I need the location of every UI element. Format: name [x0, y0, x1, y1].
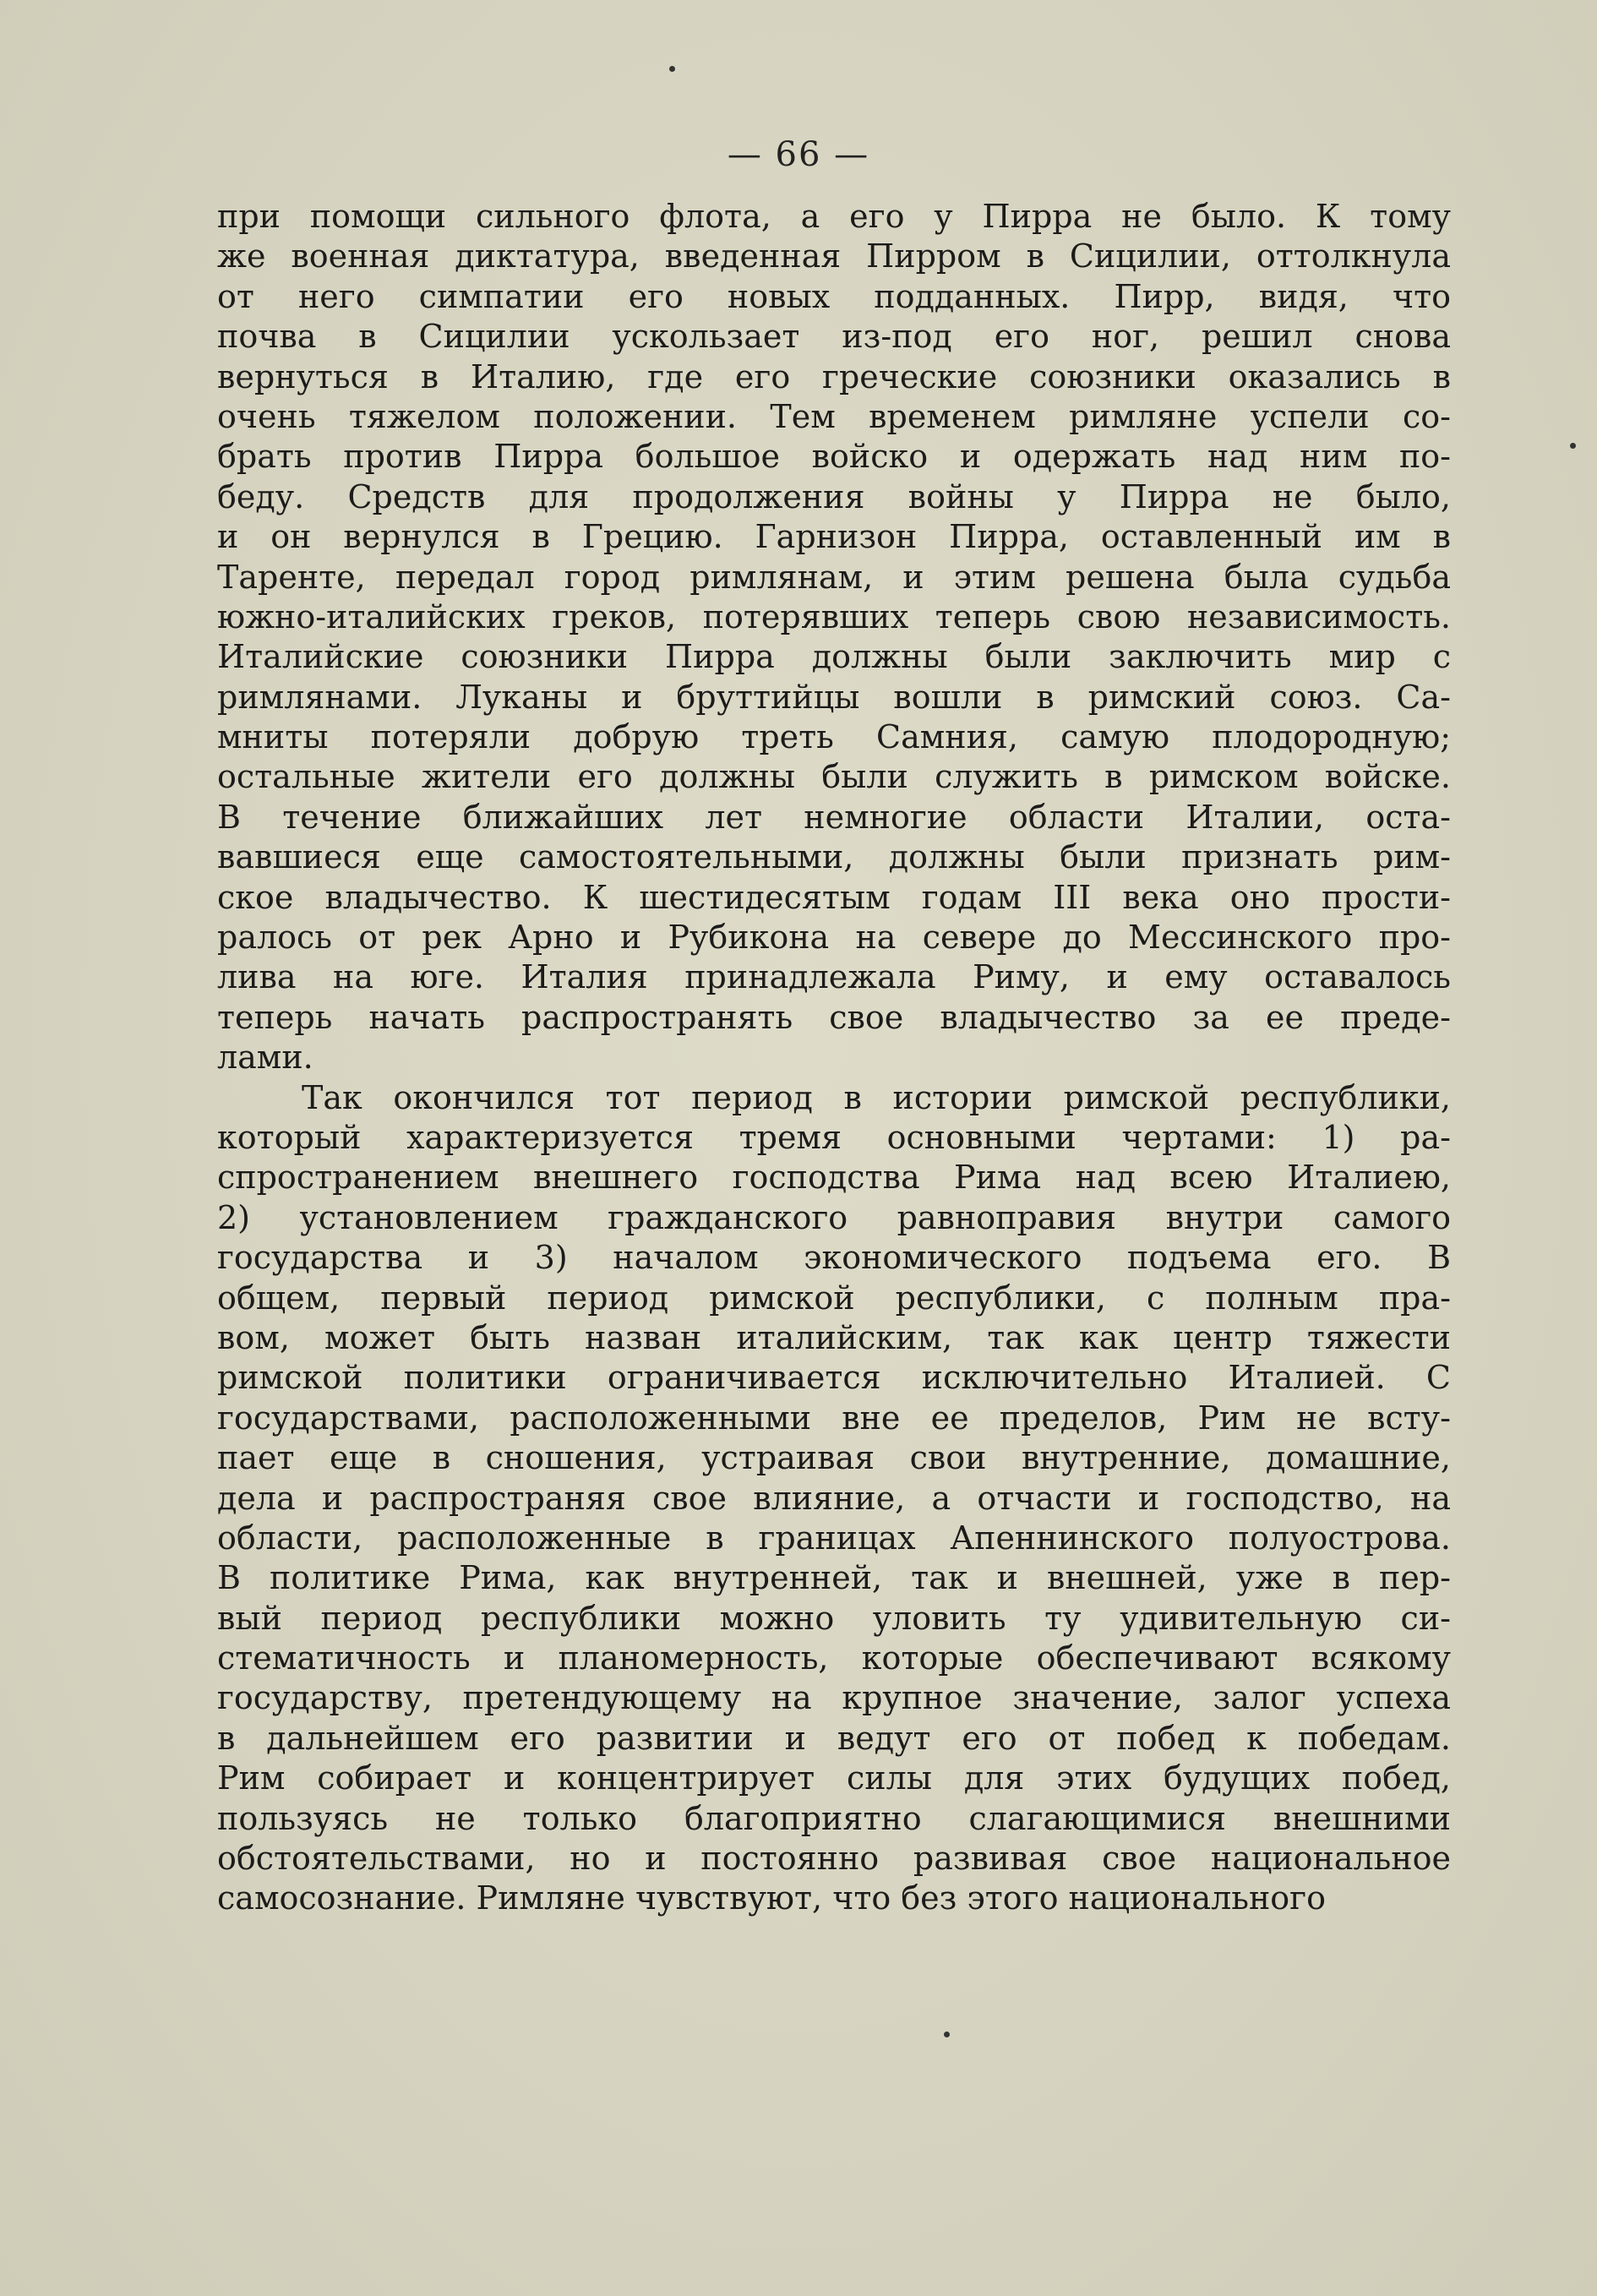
text-line: римской политики ограничивается исключительно Италией. С — [217, 1359, 1451, 1397]
text-line: спространением внешнего господства Рима над всею Италиею, — [217, 1159, 1451, 1197]
text-line: теперь начать распространять свое владычество за ее преде- — [217, 998, 1451, 1036]
text-line: римлянами. Луканы и бруттийцы вошли в римский союз. Са- — [217, 678, 1451, 716]
text-line: при помощи сильного флота, а его у Пирра не было. К тому — [217, 198, 1451, 235]
print-speck — [1570, 443, 1576, 449]
text-line: общем, первый период римской республики, с полным пра- — [217, 1279, 1451, 1317]
text-line: лами. — [217, 1039, 313, 1077]
text-line: который характеризуется тремя основными чертами: 1) ра- — [217, 1118, 1451, 1156]
text-line: брать против Пирра большое войско и одержать над ним по- — [217, 438, 1451, 476]
text-line: Так окончился тот период в истории римской республики, — [302, 1078, 1451, 1116]
paragraph — [217, 197, 1451, 1078]
text-line: вавшиеся еще самостоятельными, должны были признать рим- — [217, 838, 1451, 876]
text-line: почва в Сицилии ускользает из-под его ног, решил снова — [217, 318, 1451, 356]
text-line: вом, может быть назван италийским, так как центр тяжести — [217, 1318, 1451, 1356]
text-line: пает еще в сношения, устраивая свои внутренние, домашние, — [217, 1439, 1451, 1477]
text-line: Таренте, передал город римлянам, и этим решена была судьба — [217, 558, 1451, 596]
text-line: обстоятельствами, но и постоянно развивая свое национальное — [217, 1840, 1451, 1878]
text-line: государству, претендующему на крупное значение, залог успеха — [217, 1679, 1451, 1717]
text-line: стематичность и планомерность, которые обеспечивают всякому — [217, 1639, 1451, 1677]
paragraph — [217, 1078, 1451, 1919]
text-line: пользуясь не только благоприятно слагающимися внешними — [217, 1799, 1451, 1837]
text-line: 2) установлением гражданского равноправия внутри самого — [217, 1198, 1451, 1236]
text-line: в дальнейшем его развитии и ведут его от побед к победам. — [217, 1719, 1451, 1757]
text-line: южно-италийских греков, потерявших теперь свою независимость. — [217, 597, 1451, 635]
text-line: ралось от рек Арно и Рубикона на севере до Мессинского про- — [217, 919, 1451, 957]
text-line: очень тяжелом положении. Тем временем римляне успели со- — [217, 397, 1451, 435]
text-line: беду. Средств для продолжения войны у Пирра не было, — [217, 477, 1451, 515]
text-line: лива на юге. Италия принадлежала Риму, и ему оставалось — [217, 958, 1451, 996]
text-line: государствами, расположенными вне ее пределов, Рим не всту- — [217, 1399, 1451, 1437]
text-line: вый период республики можно уловить ту удивительную си- — [217, 1599, 1451, 1637]
text-line: и он вернулся в Грецию. Гарнизон Пирра, оставленный им в — [217, 518, 1451, 556]
text-line: остальные жители его должны были служить в римском войске. — [217, 758, 1451, 796]
print-speck — [944, 2031, 950, 2037]
text-line: от него симпатии его новых подданных. Пирр, видя, что — [217, 277, 1451, 315]
text-line: мниты потеряли добрую треть Самния, самую плодородную; — [217, 718, 1451, 756]
text-line: области, расположенные в границах Апеннинского полуострова. — [217, 1519, 1451, 1557]
text-line: государства и 3) началом экономического подъема его. В — [217, 1239, 1451, 1277]
text-line: же военная диктатура, введенная Пирром в Сицилии, оттолкнула — [217, 237, 1451, 275]
body-text — [217, 197, 1451, 1919]
text-line: ское владычество. К шестидесятым годам III века оно прости- — [217, 878, 1451, 916]
text-line: самосознание. Римляне чувствуют, что без этого национального — [217, 1879, 1326, 1917]
text-line: дела и распространяя свое влияние, а отчасти и господство, на — [217, 1479, 1451, 1517]
text-line: Италийские союзники Пирра должны были заключить мир с — [217, 638, 1451, 676]
text-line: Рим собирает и концентрирует силы для этих будущих побед, — [217, 1759, 1451, 1797]
text-line: вернуться в Италию, где его греческие союзники оказались в — [217, 357, 1451, 395]
page-number: — 66 — — [727, 135, 870, 174]
text-line: В течение ближайших лет немногие области Италии, оста- — [217, 798, 1451, 836]
print-speck — [669, 66, 675, 72]
text-line: В политике Рима, как внутренней, так и внешней, уже в пер- — [217, 1559, 1451, 1597]
